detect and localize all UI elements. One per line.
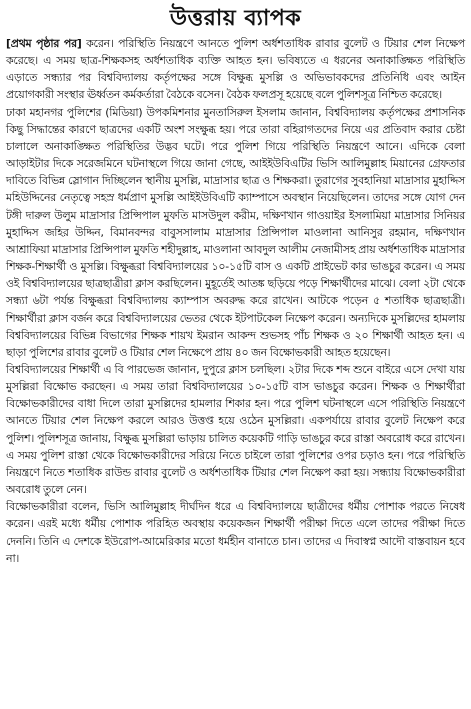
article-paragraph: বিক্ষোভকারীরা বলেন, ভিসি আলিমুল্লাহ দীর্ঘদিন ধরে এ বিশ্ববিদ্যালয়ে ছাত্রীদের ধর্মীয় পোশাক পরতে নিষেধ করেন। এরই মধ্যে ধর্মীয় পোশাক পরিহিত অবস্থায় কয়েকজন শিক্ষার্থী পরীক্ষা দিতে এলে তাদের পরীক্ষা দিতে দেননি। তিনি এ দেশকে ইউরোপ-আমেরিকার মতো ধর্মহীন বানাতে চান। তাদের এ দিবাস্বপ্ন আদৌ বাস্তবায়ন হবে না। [6,500,465,565]
article-paragraph: ঢাকা মহানগর পুলিশের (মিডিয়া) উপকমিশনার মুনতাসিরুল ইসলাম জানান, বিশ্ববিদ্যালয় কর্তৃপক্ষের প্রশাসনিক কিছু সিদ্ধান্তের কারণে ছাত্রদের একটি অংশ সংক্ষুব্ধ হয়। পরে তারা বহিরাগতদের নিয়ে এর প্রতিবাদ করার চেষ্টা চালালে অনাকাঙ্ক্ষিত পরিস্থিতির উদ্ভব ঘটে। পরে পুলিশ গিয়ে পরিস্থিতি নিয়ন্ত্রণে আনে। এদিকে বেলা আড়াইটার দিকে সরেজমিনে ঘটনাস্থলে গিয়ে জানা গেছে, আইইউবিএটির ভিসি আলিমুল্লাহ মিয়ানের গ্রেফতার দাবিতে বিভিন্ন স্লোগান দিচ্ছিলেন স্থানীয় মুসল্লি, মাদ্রাসার ছাত্র ও শিক্ষকরা। তুরাগের সুবহানিয়া মাদ্রাসার মুহাদ্দিস মহিউদ্দিনের নেতৃত্বে সহস্র ধর্মপ্রাণ মুসল্লি আইইউবিএটি ক্যাম্পাসে অবস্থান নিয়েছিলেন। তাদের সঙ্গে যোগ দেন টঙ্গী দারুল উলুম মাদ্রাসার প্রিন্সিপাল মুফতি মাসউদুল করীম, দক্ষিণখান গাওয়াইর ইসলামিয়া মাদ্রাসার সিনিয়র মুহাদ্দিস জহির উদ্দিন, বিমানবন্দর বাবুসসালাম মাদ্রাসার প্রিন্সিপাল মাওলানা আনিসুর রহমান, দক্ষিণখান আশ্রাফিয়া মাদ্রাসার প্রিন্সিপাল মুফতি শহীদুল্লাহ, মাওলানা আবদুল আলীম নেজামীসহ প্রায় অর্ধশতাধিক মাদ্রাসার শিক্ষক-শিক্ষার্থী ও মুসল্লি। বিক্ষুব্ধরা বিশ্ববিদ্যালয়ের ১০-১৫টি বাস ও একটি প্রাইভেট কার ভাঙচুর করেন। এ সময় ওই বিশ্ববিদ্যালয়ের ছাত্রছাত্রীরা ক্লাস করছিলেন। মুহূর্তেই আতঙ্ক ছড়িয়ে পড়ে শিক্ষার্থীদের মাঝে। বেলা ২টা থেকে সন্ধ্যা ৬টা পর্যন্ত বিক্ষুব্ধরা বিশ্ববিদ্যালয় ক্যাম্পাস অবরুদ্ধ করে রাখেন। আটকে পড়েন ৫ শতাধিক ছাত্রছাত্রী। শিক্ষার্থীরা ক্লাস বর্জন করে বিশ্ববিদ্যালয়ের ভেতর থেকে ইটপাটকেল নিক্ষেপ করেন। অন্যদিকে মুসল্লিদের হামলায় বিশ্ববিদ্যালয়ের বিভিন্ন বিভাগের শিক্ষক শায়খ ইমরান আকন্দ শুভসহ পাঁচ শিক্ষক ও ২০ শিক্ষার্থী আহত হন। এ ছাড়া পুলিশের রাবার বুলেট ও টিয়ার শেল নিক্ষেপে প্রায় ৪০ জন বিক্ষোভকারী আহত হয়েছেন। [6,105,465,359]
paragraph-text: করেন। পরিস্থিতি নিয়ন্ত্রণে আনতে পুলিশ অর্ধশতাধিক রাবার বুলেট ও টিয়ার শেল নিক্ষেপ করেছে। এ সময় ছাত্র-শিক্ষকসহ অর্ধশতাধিক ব্যক্তি আহত হন। ভবিষ্যতে এ ধরনের অনাকাঙ্ক্ষিত পরিস্থিতি এড়াতে সন্ধ্যার পর বিশ্ববিদ্যালয় কর্তৃপক্ষের সঙ্গে বিক্ষুব্ধ মুসল্লি ও অভিভাবকদের প্রতিনিধি এবং আইন প্রয়োগকারী সংস্থার ঊর্ধ্বতন কর্মকর্তারা বৈঠকে বসেন। বৈঠক ফলপ্রসূ হয়েছে বলে পুলিশসূত্র নিশ্চিত করেছে। [6,37,465,102]
continued-from-marker: [প্রথম পৃষ্ঠার পর] [6,37,82,50]
article-body [6,35,465,567]
news-article [0,4,471,709]
article-paragraph [6,35,465,104]
article-headline: উত্তরায় ব্যাপক [169,6,302,31]
article-paragraph: বিশ্ববিদ্যালয়ের শিক্ষার্থী এ বি পারভেজ জানান, দুপুরে ক্লাস চলছিল। ২টার দিকে শব্দ শুনে বাইরে এসে দেখা যায় মুসল্লিরা বিক্ষোভ করছেন। এ সময় তারা বিশ্ববিদ্যালয়ের ১০-১৫টি বাস ভাঙচুর করেন। শিক্ষক ও শিক্ষার্থীরা বিক্ষোভকারীদের বাধা দিলে তারা মুসল্লিদের হামলার শিকার হন। পরে পুলিশ ঘটনাস্থলে এসে পরিস্থিতি নিয়ন্ত্রণে আনতে টিয়ার শেল নিক্ষেপ করলে আরও উত্তপ্ত হয়ে ওঠেন মুসল্লিরা। একপর্যায়ে রাবার বুলেট নিক্ষেপ করে পুলিশ। পুলিশসূত্র জানায়, বিক্ষুব্ধ মুসল্লিরা ভাড়ায় চালিত কয়েকটি গাড়ি ভাঙচুর করে রাস্তা অবরোধ করে রাখেন। এ সময় পুলিশ রাস্তা থেকে বিক্ষোভকারীদের সরিয়ে নিতে চাইলে তারা পুলিশের ওপর চড়াও হন। পরে পরিস্থিতি নিয়ন্ত্রণে নিতে শতাধিক রাউন্ড রাবার বুলেট ও অর্ধশতাধিক টিয়ার শেল নিক্ষেপ করা হয়। সন্ধ্যায় বিক্ষোভকারীরা অবরোধ তুলে নেন। [6,362,465,497]
